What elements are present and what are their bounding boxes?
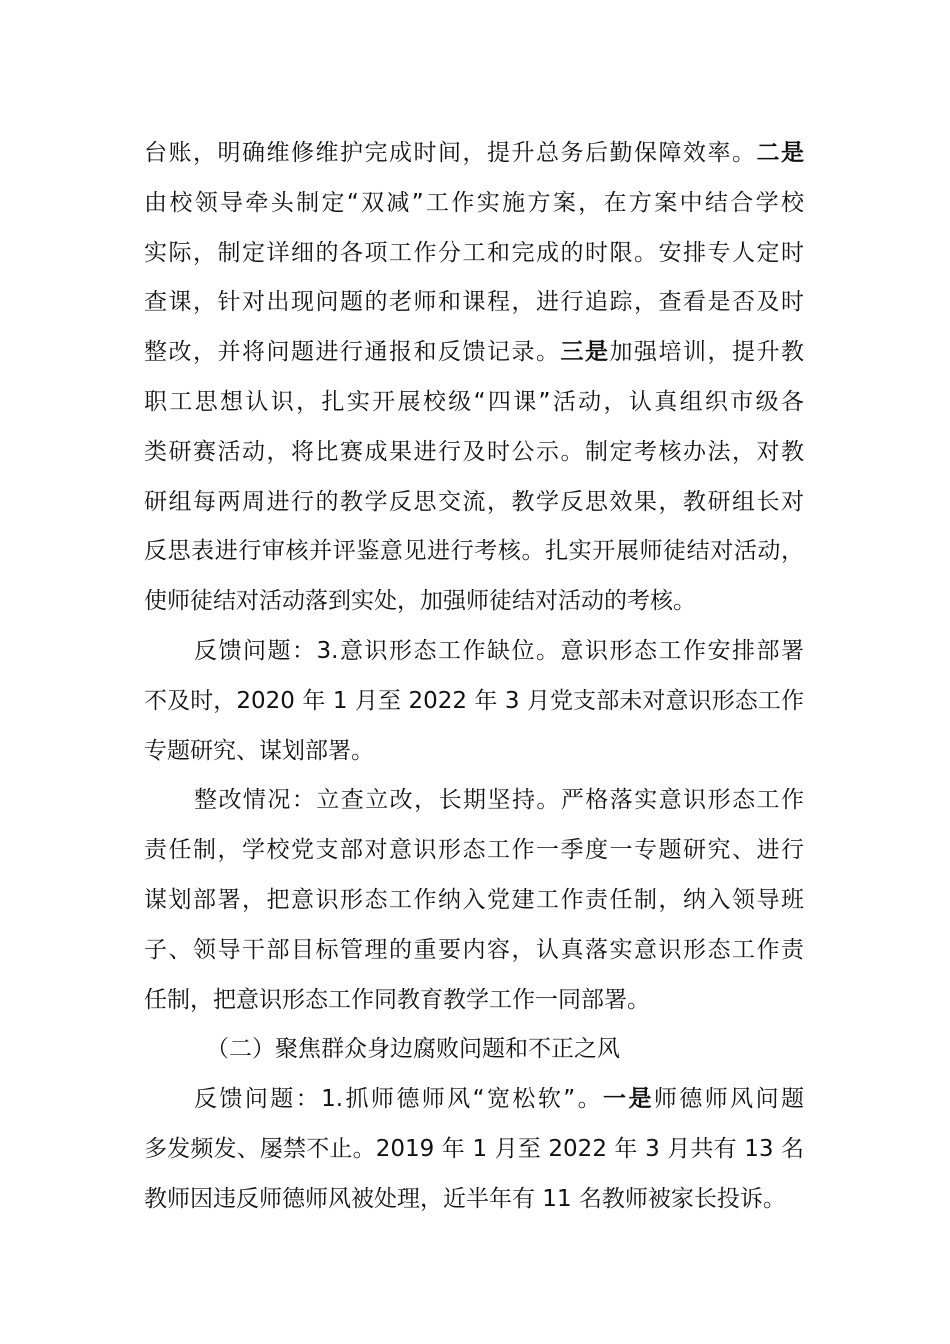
text-line: 整改情况：立查立改，长期坚持。严格落实意识形态工作 [194,787,804,814]
text-line: 查课，针对出现问题的老师和课程，进行追踪，查看是否及时 [144,289,804,316]
text-line: 不及时，2020 年 1 月至 2022 年 3 月党支部未对意识形态工作 [144,687,804,714]
text-line: 任制，把意识形态工作同教育教学工作一同部署。 [144,986,650,1013]
text-line: 使师徒结对活动落到实处，加强师徒结对活动的考核。 [144,588,696,615]
text-line: 反思表进行审核并评鉴意见进行考核。扎实开展师徒结对活动， [144,538,804,565]
text-line: 类研赛活动，将比赛成果进行及时公示。制定考核办法，对教 [144,438,804,465]
text-line: 子、领导干部目标管理的重要内容，认真落实意识形态工作责 [144,936,804,963]
text-line [144,328,804,378]
text-line: 教师因违反师德师风被处理，近半年有 11 名教师被家长投诉。 [144,1185,786,1212]
text-line: 职工思想认识，扎实开展校级“四课”活动，认真组织市级各 [144,388,804,415]
text-line: 专题研究、谋划部署。 [144,737,374,764]
text-line: 多发频发、屡禁不止。2019 年 1 月至 2022 年 3 月共有 13 名 [144,1135,804,1162]
document-body [144,129,804,1225]
bold-marker: 二是 [756,140,804,166]
section-heading: （二）聚焦群众身边腐败问题和不正之风 [206,1036,620,1063]
bold-marker: 一是 [603,1086,654,1113]
text-line: 研组每两周进行的教学反思交流，教学反思效果，教研组长对 [144,488,804,515]
text-line: 反馈问题：3.意识形态工作缺位。意识形态工作安排部署 [194,637,804,664]
text-run: 反馈问题：1.抓师德师风“宽松软”。 [194,1086,604,1113]
text-line: 实际，制定详细的各项工作分工和完成的时限。安排专人定时 [144,239,804,266]
text-run: 加强培训，提升教 [609,339,804,366]
text-line [144,1075,804,1125]
text-run: 整改，并将问题进行通报和反馈记录。 [144,339,561,366]
text-run: 师德师风问题 [653,1086,805,1113]
text-line: 谋划部署，把意识形态工作纳入党建工作责任制，纳入领导班 [144,886,804,913]
text-line [144,129,804,179]
bold-marker: 三是 [560,339,610,366]
text-run: 台账，明确维修维护完成时间，提升总务后勤保障效率。 [144,140,757,166]
text-line: 责任制，学校党支部对意识形态工作一季度一专题研究、进行 [144,837,804,864]
text-line: 由校领导牵头制定“双减”工作实施方案，在方案中结合学校 [144,189,804,216]
